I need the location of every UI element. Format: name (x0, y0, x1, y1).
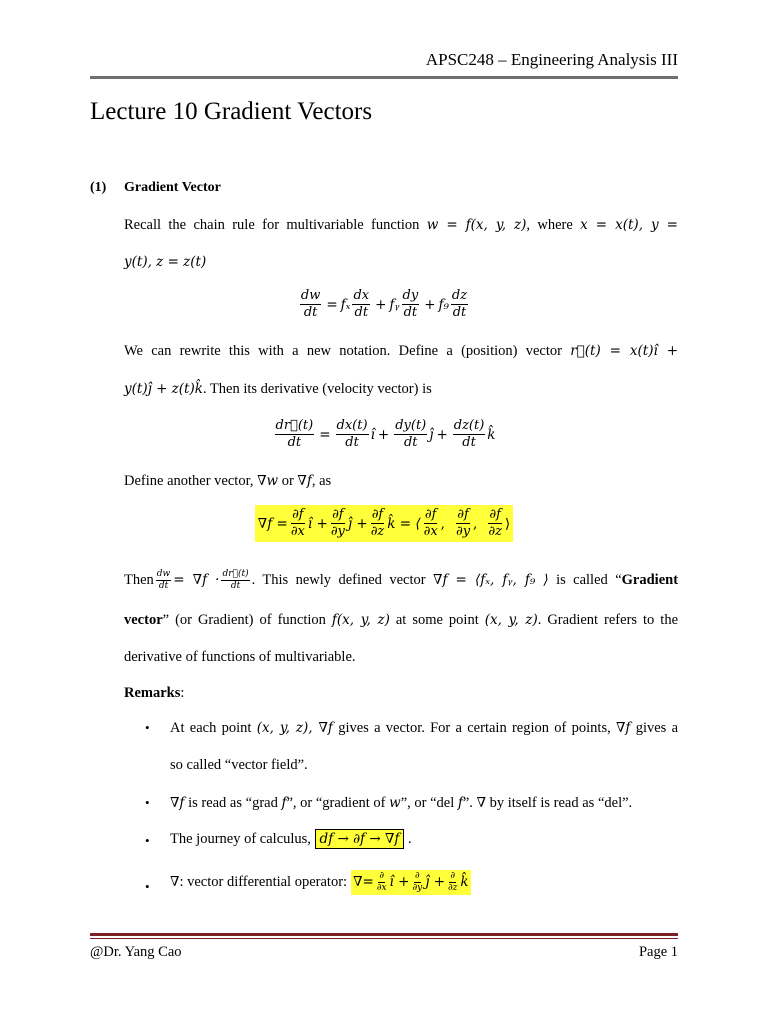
header-divider (90, 76, 678, 79)
term-gradient: Gradient (621, 572, 679, 588)
bullet-dot: • (145, 833, 150, 848)
footer-divider (90, 933, 678, 936)
bullet-dot: • (145, 795, 150, 810)
remark-4: ∇ : vector differential operator: ∇= $\frac{\partial}{\partial x}$ î + $\frac{\partial}{\partial y}$ ĵ + $\frac{\partial}{\partial z}$ k̂ (170, 871, 469, 893)
gradient-vector-line-3: derivative of functions of multivariable. (124, 649, 356, 665)
remarks-heading: Remarks: (124, 685, 185, 701)
section-number: (1) (90, 180, 107, 195)
course-header: APSC248 – Engineering Analysis III (425, 50, 678, 69)
remark-2: ∇f is read as “grad f”, or “gradient of w”, or “del f”. ∇ by itself is read as “del”. (170, 795, 633, 811)
footer-author: @Dr. Yang Cao (90, 944, 182, 960)
remark-1-line-1: At each point (x, y, z), ∇f gives a vector. For a certain region of points, ∇f gives a (170, 720, 679, 736)
remark-1-line-2: so called “vector field”. (170, 757, 308, 773)
velocity-equation: $\frac{dr⃗(t)}{dt}$ = $\frac{dx(t)}{dt}$ î + $\frac{dy(t)}{dt}$ ĵ + $\frac{dz(t)}{dt}$ k̂ (275, 418, 496, 450)
calculus-journey-box: df → ∂f → ∇f (315, 829, 405, 849)
position-vector-line-1: We can rewrite this with a new notation. Define a (position) vector r⃗(t) = x(t)î + (124, 343, 679, 359)
chain-rule-equation: $\frac{dw}{dt}$ = fₓ $\frac{dx}{dt}$ + fᵧ $\frac{dy}{dt}$ + f₉ $\frac{dz}{dt}$ (300, 288, 468, 320)
section-heading: Gradient Vector (124, 180, 221, 195)
bullet-dot: • (145, 720, 150, 735)
remark-3: The journey of calculus, df → ∂f → ∇f . (170, 831, 412, 847)
del-operator-highlight: ∇= $\frac{\partial}{\partial x}$ î + $\frac{\partial}{\partial y}$ ĵ + $\frac{\partial}{\partial z}$ k̂ (353, 871, 469, 893)
chain-rule-line-1: Recall the chain rule for multivariable function w = f(x, y, z), where x = x(t), y = (124, 217, 678, 233)
footer-page-number: Page 1 (638, 944, 678, 960)
gradient-definition-equation (0, 505, 768, 542)
define-gradient-line: Define another vector, ∇w or ∇f, as (124, 473, 332, 489)
gradient-vector-line-2: vector” (or Gradient) of function f(x, y, z) at some point (x, y, z). Gradient refers to the (124, 612, 679, 628)
lecture-title: Lecture 10 Gradient Vectors (90, 98, 373, 125)
gradient-vector-line-1: Then $\frac{dw}{dt}$ = ∇f · $\frac{dr⃗(t)}{dt}$ . This newly defined vector ∇f = ⟨fₓ, fᵧ, f₉ ⟩ is called “Gradient (124, 569, 679, 592)
chain-rule-line-2: y(t), z = z(t) (124, 254, 207, 270)
footer-divider-thin (90, 938, 678, 939)
gradient-definition-highlight: ∇f = $\frac{\partial f}{\partial x}$ î + $\frac{\partial f}{\partial y}$ ĵ + $\frac{\partial f}{\partial z}$ k̂ = ⟨ $\frac{\partial f}{\partial x}$ , $\frac{\partial f}{\partial y}$ , $\frac{\partial f}{\partial z}$ ⟩ (255, 505, 513, 542)
term-vector: vector (124, 612, 163, 628)
position-vector-line-2: y(t)ĵ + z(t)k̂. Then its derivative (velocity vector) is (124, 381, 432, 397)
bullet-dot: • (145, 879, 150, 894)
